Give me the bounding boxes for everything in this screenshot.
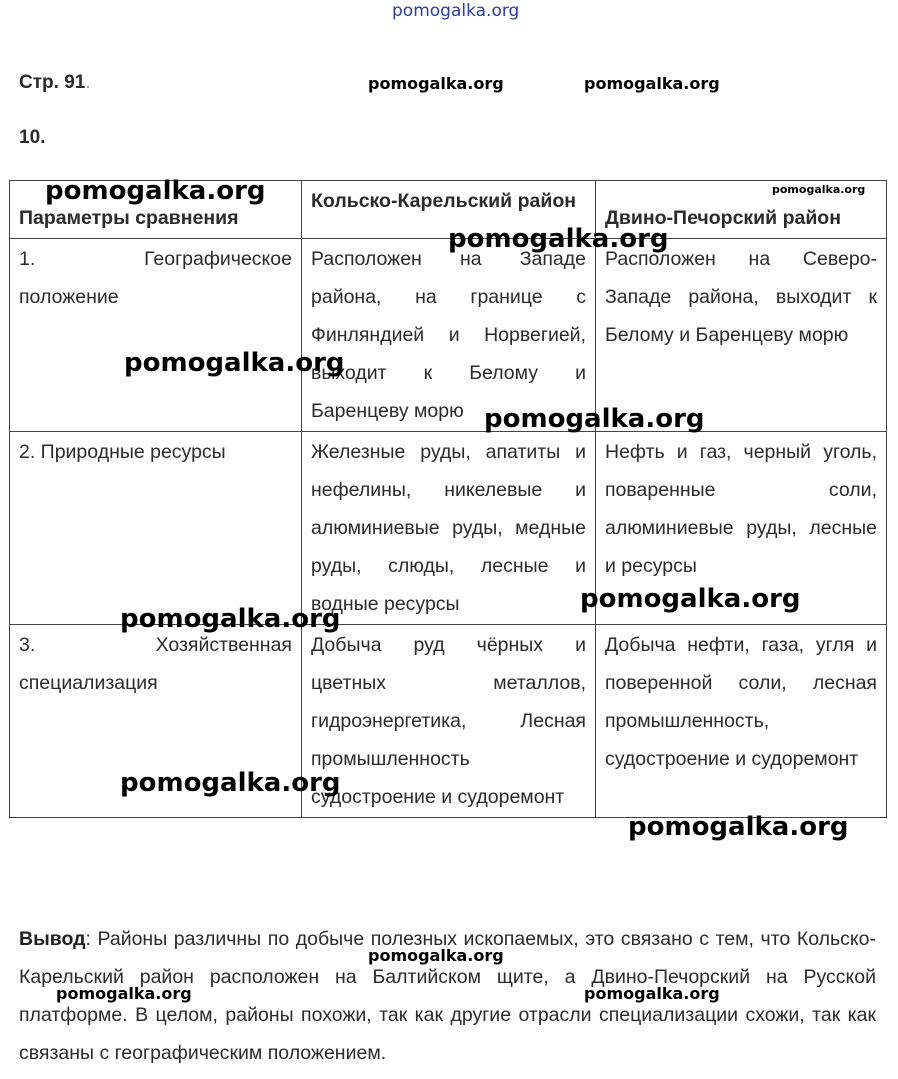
watermark: pomogalka.org (368, 74, 504, 93)
watermark: pomogalka.org (124, 348, 345, 378)
page-label-dot: . (85, 72, 91, 93)
table-cell: 3. Хозяйственная специализация (10, 625, 302, 818)
header-cell: Двино-Печорский район (596, 181, 887, 239)
conclusion-label: Вывод (19, 928, 86, 950)
watermark: pomogalka.org (628, 812, 849, 842)
watermark: pomogalka.org (448, 224, 669, 254)
watermark: pomogalka.org (120, 768, 341, 798)
comparison-table (9, 180, 887, 818)
page-label (19, 72, 91, 94)
table-row (10, 239, 887, 432)
table-cell: 1. Географическое положение (10, 239, 302, 432)
watermark: pomogalka.org (584, 984, 720, 1003)
header-cell: Кольско-Карельский район (302, 181, 596, 239)
table-cell: Расположен на Западе района, на границе с Финляндией и Норвегией, выходит к Белому и Баренцеву морю (302, 239, 596, 432)
task-number: 10. (19, 127, 46, 148)
watermark: pomogalka.org (120, 604, 341, 634)
watermark: pomogalka.org (56, 984, 192, 1003)
header-cell: Параметры сравнения (10, 181, 302, 239)
watermark: pomogalka.org (772, 183, 866, 196)
table-cell: Добыча нефти, газа, угля и поверенной соли, лесная промышленность, судостроение и судоремонт (596, 625, 887, 818)
watermark: pomogalka.org (580, 584, 801, 614)
watermark: pomogalka.org (368, 946, 504, 965)
watermark: pomogalka.org (584, 74, 720, 93)
watermark: pomogalka.org (45, 176, 266, 206)
conclusion-text: : Районы различны по добыче полезных ископаемых, это связано с тем, что Кольско-Карельский район расположен на Балтийском щите, а Двино-Печорский на Русской платформе. В целом, районы похожи, так как другие отрасли специализации схожи, так как связаны с географическим положением. (19, 928, 876, 1064)
page-label-text: Стр. 91 (19, 72, 86, 93)
table-cell: Расположен на Северо-Западе района, выходит к Белому и Баренцеву морю (596, 239, 887, 432)
table-cell: Добыча руд чёрных и цветных металлов, гидроэнергетика, Лесная промышленность судостроение и судоремонт (302, 625, 596, 818)
table-cell: 2. Природные ресурсы (10, 432, 302, 625)
watermark: pomogalka.org (484, 404, 705, 434)
table-cell: Железные руды, апатиты и нефелины, никелевые и алюминиевые руды, медные руды, слюды, лесные и водные ресурсы (302, 432, 596, 625)
table-cell: Нефть и газ, черный уголь, поваренные соли, алюминиевые руды, лесные и ресурсы (596, 432, 887, 625)
watermark-top: pomogalka.org (392, 1, 520, 21)
